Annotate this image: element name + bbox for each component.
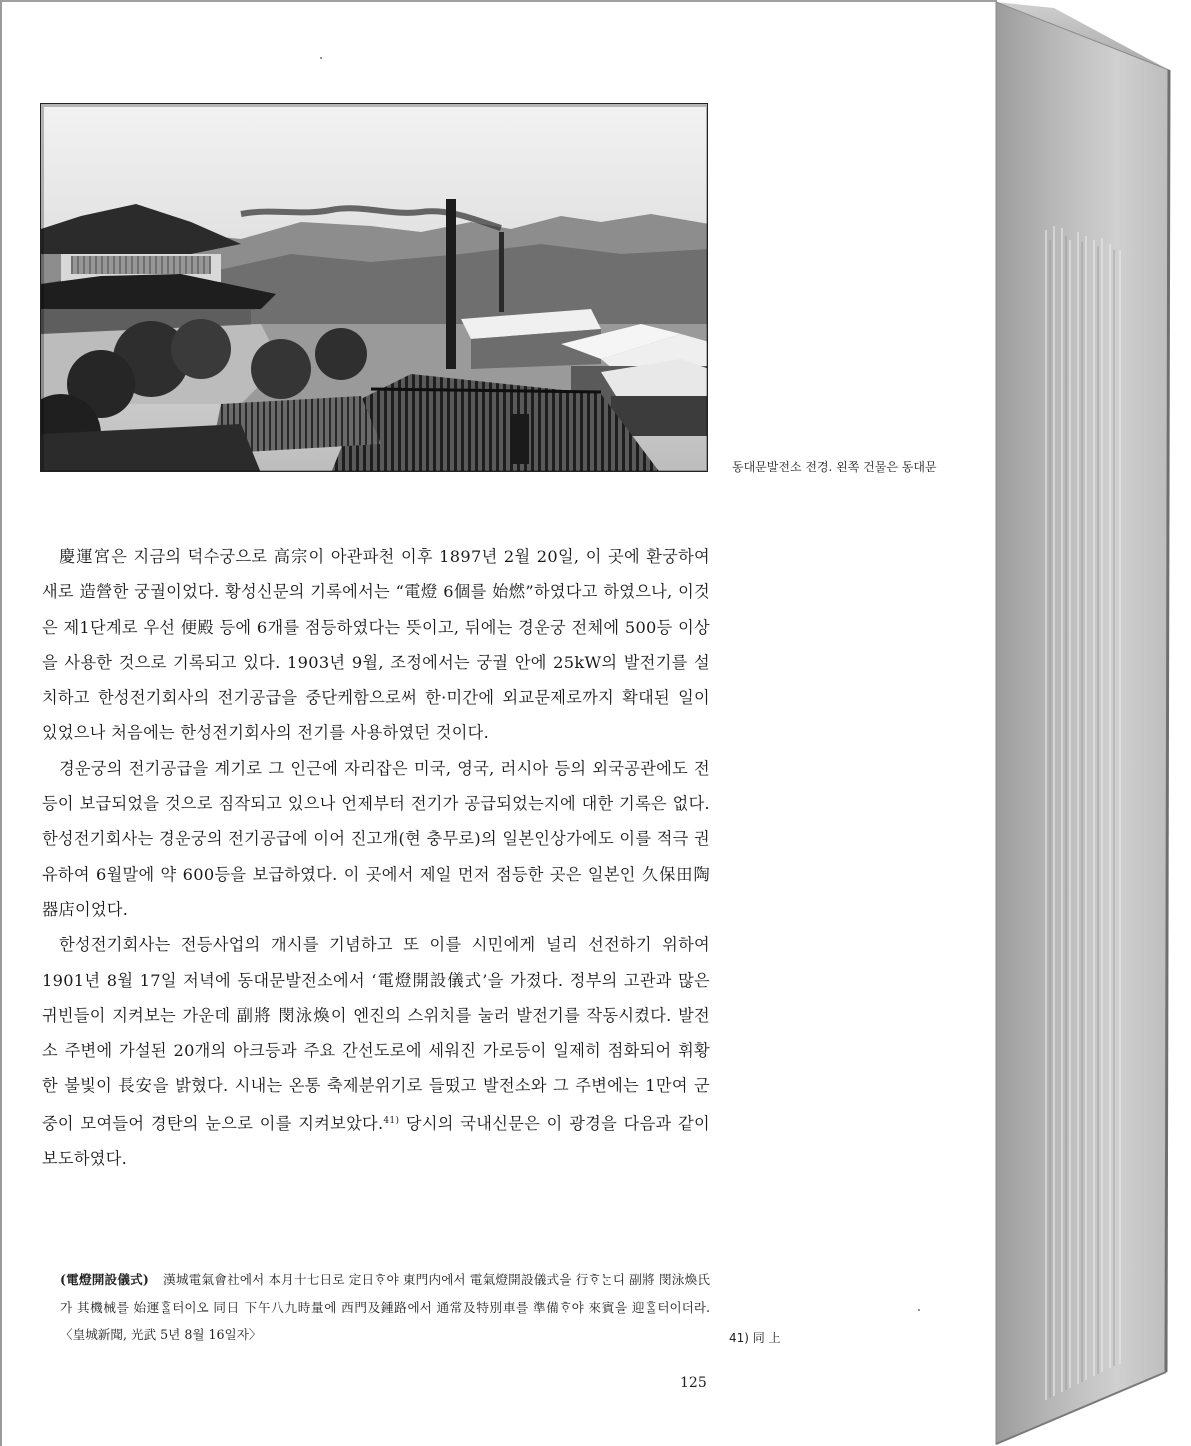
speck — [918, 1309, 920, 1311]
page-number: 125 — [680, 1375, 707, 1391]
body-text — [42, 539, 710, 1176]
photo-caption: 동대문발전소 전경. 왼쪽 건물은 동대문 — [732, 460, 937, 474]
paragraph: 慶運宮은 지금의 덕수궁으로 高宗이 아관파천 이후 1897년 2월 20일, 이 곳에 환궁하여 새로 造營한 궁궐이었다. 황성신문의 기록에서는 “電燈 6個를 始燃”하였다고 하였으나, 이것은 제1단계로 우선 便殿 등에 6개를 점등하였다는 뜻이고, 뒤에는 경운궁 전체에 500등 이상을 사용한 것으로 기록되고 있다. 1903년 9월, 조정에서는 궁궐 안에 25kW의 발전기를 설치하고 한성전기회사의 전기공급을 중단케함으로써 한·미간에 외교문제로까지 확대된 일이 있었으나 처음에는 한성전기회사의 전기를 사용하였던 것이다. — [42, 547, 710, 743]
speck — [320, 57, 322, 59]
paragraph-tail: 당시의 국내신문은 이 광경을 다음과 같이 보도하였다. — [42, 1113, 710, 1169]
newspaper-quote — [60, 1266, 710, 1349]
photo-illustration — [41, 104, 708, 472]
quote-label: (電燈開設儀式) — [60, 1272, 149, 1287]
footnote: 41) 同 上 — [729, 1331, 781, 1345]
paragraph-text: 한성전기회사는 전등사업의 개시를 기념하고 또 이를 시민에게 널리 선전하기 위하여 1901년 8월 17일 저녁에 동대문발전소에서 ‘電燈開設儀式’을 가졌다. 정부의 고관과 많은 귀빈들이 지켜보는 가운데 副將 閔泳煥이 엔진의 스위치를 눌러 발전기를 작동시켰다. 발전소 주변에 가설된 20개의 아크등과 주요 간선도로에 세워진 가로등이 일제히 점화되어 휘황한 불빛이 長安을 밝혔다. 시내는 온통 축제분위기로 들떴고 발전소와 그 주변에는 1만여 군중이 모여들어 경탄의 눈으로 이를 지켜보았다. — [42, 935, 710, 1133]
paragraph — [42, 927, 710, 1176]
footnote-reference: 41) — [383, 1115, 400, 1126]
power-plant-photo — [40, 103, 708, 472]
paragraph: 경운궁의 전기공급을 계기로 그 인근에 자리잡은 미국, 영국, 러시아 등의 외국공관에도 전등이 보급되었을 것으로 짐작되고 있으나 언제부터 전기가 공급되었는지에 대한 기록은 없다. 한성전기회사는 경운궁의 전기공급에 이어 진고개(현 충무로)의 일본인상가에도 이를 적극 권유하여 6월말에 약 600등을 보급하였다. 이 곳에서 제일 먼저 점등한 곳은 일본인 久保田陶器店이었다. — [42, 758, 710, 919]
book-edge — [994, 0, 1191, 1446]
quote-text: 漢城電氣會社에서 本月十七日로 定日ᄒᆞ야 東門内에서 電氣燈開設儀式을 行ᄒᆞᄂᆞᆫ디 副將 閔泳煥氏가 其機械를 始運ᄒᆞᆯ터이오 同日 下午八九時量에 西門及鍾路에서 通常及特別車를 準備ᄒᆞ야 來賓을 迎ᄒᆞᆯ터이더라. 〈皇城新聞, 光武 5년 8월 16일자〉 — [60, 1272, 710, 1342]
